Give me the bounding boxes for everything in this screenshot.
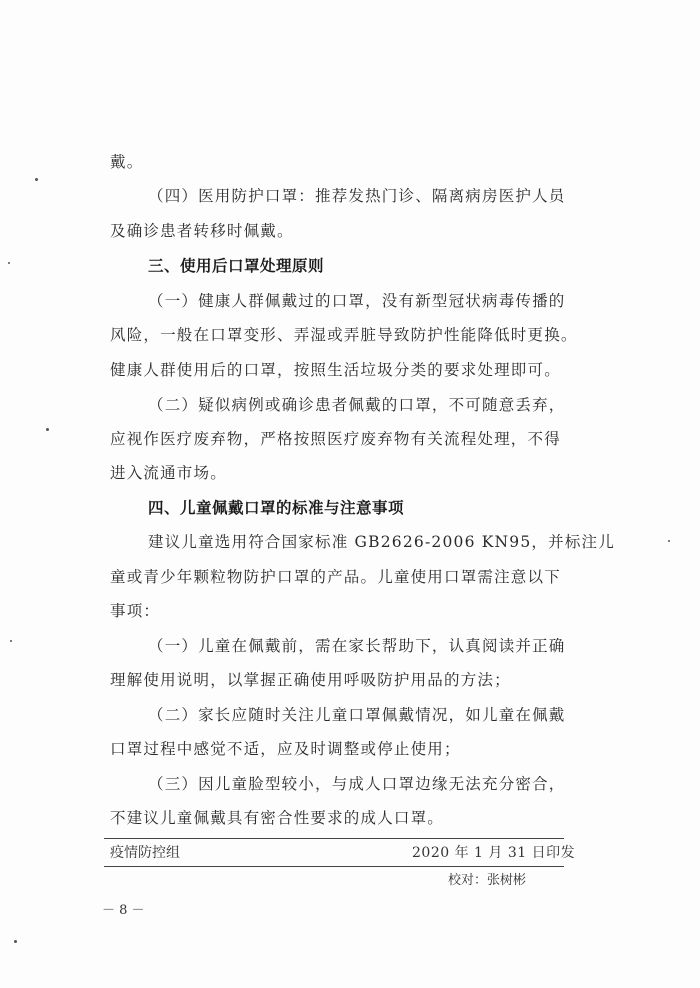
body-line-5: （一）健康人群佩戴过的口罩，没有新型冠状病毒传播的: [148, 292, 566, 310]
body-line-7: 健康人群使用后的口罩，按照生活垃圾分类的要求处理即可。: [110, 361, 561, 379]
body-line-10: 进入流通市场。: [110, 464, 227, 482]
footer-proofreader: 校对：张树彬: [448, 873, 527, 888]
body-line-20: 不建议儿童佩戴具有密合性要求的成人口罩。: [110, 809, 445, 827]
scan-speck: [35, 178, 38, 181]
body-line-19: （三）因儿童脸型较小，与成人口罩边缘无法充分密合，: [148, 775, 566, 793]
body-line-15: （一）儿童在佩戴前，需在家长帮助下，认真阅读并正确: [148, 637, 566, 655]
body-line-13: 童或青少年颗粒物防护口罩的产品。儿童使用口罩需注意以下: [110, 568, 561, 586]
section-heading-3: 三、使用后口罩处理原则: [148, 257, 325, 275]
body-line-3: 及确诊患者转移时佩戴。: [110, 222, 294, 240]
body-line-2: （四）医用防护口罩：推荐发热门诊、隔离病房医护人员: [148, 187, 566, 205]
page-number: － 8 －: [102, 903, 145, 918]
body-line-14: 事项：: [110, 602, 161, 620]
scan-speck: [668, 540, 670, 542]
body-line-12: 建议儿童选用符合国家标准 GB2626-2006 KN95，并标注儿: [148, 533, 615, 551]
scan-speck: [14, 940, 17, 943]
scan-speck: [46, 428, 49, 431]
footer-top-rule: [104, 838, 564, 839]
scan-speck: [10, 640, 12, 642]
body-line-1: 戴。: [110, 153, 144, 171]
body-line-6: 风险，一般在口罩变形、弄湿或弄脏导致防护性能降低时更换。: [110, 326, 578, 344]
body-line-18: 口罩过程中感觉不适，应及时调整或停止使用；: [110, 740, 461, 758]
footer-bottom-rule: [104, 866, 564, 867]
scan-speck: [8, 262, 10, 264]
body-line-8: （二）疑似病例或确诊患者佩戴的口罩，不可随意丢弃，: [148, 396, 566, 414]
body-line-17: （二）家长应随时关注儿童口罩佩戴情况，如儿童在佩戴: [148, 706, 566, 724]
footer-print-date: 2020 年 1 月 31 日印发: [412, 845, 576, 861]
section-heading-4: 四、儿童佩戴口罩的标准与注意事项: [148, 499, 405, 517]
body-line-16: 理解使用说明，以掌握正确使用呼吸防护用品的方法；: [110, 671, 511, 689]
body-line-9: 应视作医疗废弃物，严格按照医疗废弃物有关流程处理，不得: [110, 430, 561, 448]
footer-issuer: 疫情防控组: [110, 845, 180, 861]
